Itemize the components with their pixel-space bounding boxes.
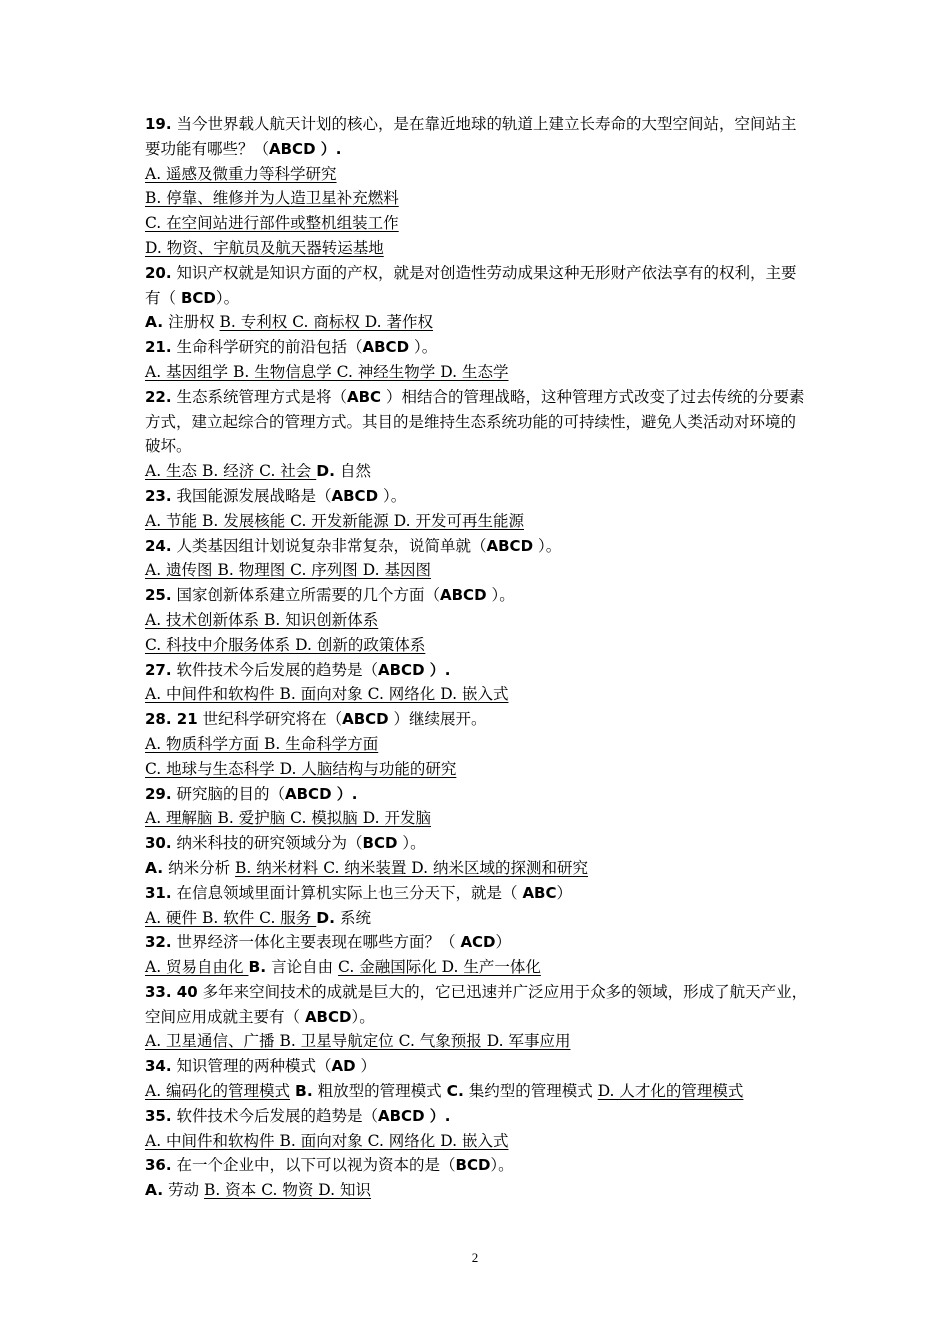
question-stem: 当今世界载人航天计划的核心，是在靠近地球的轨道上建立长寿命的大型空间站，空间站主要功能有哪些？（ (145, 115, 797, 158)
question (145, 707, 810, 732)
underlined-options: D. 物资、宇航员及航天器转运基地 (145, 238, 384, 257)
option-line (145, 732, 810, 757)
underlined-options: B. 资本 C. 物资 D. 知识 (204, 1181, 372, 1200)
question-stem: 生命科学研究的前沿包括（ (171, 338, 363, 357)
option-text: 注册权 (163, 313, 220, 332)
question (145, 1104, 810, 1129)
option-line (145, 1079, 810, 1104)
option-line (145, 360, 810, 385)
question (145, 534, 810, 559)
question-end: ）。 (397, 834, 426, 853)
question-end: ） (355, 1057, 377, 1076)
question-end: ） (556, 883, 573, 902)
answer-key: ABCD (285, 784, 332, 803)
underlined-options: A. 基因组学 B. 生物信息学 C. 神经生物学 D. 生态学 (145, 362, 509, 381)
answer-key: AD (331, 1057, 356, 1076)
option-line (145, 186, 810, 211)
answer-key: ABCD (440, 586, 487, 605)
answer-key: ABCD (486, 536, 534, 555)
underlined-options: A. 遥感及微重力等科学研究 (145, 164, 337, 183)
question-end: ）。 (486, 586, 515, 605)
option-line (145, 633, 810, 658)
answer-key: ABC (347, 387, 382, 406)
question-end: ）。 (351, 1007, 375, 1026)
underlined-options: A. 编码化的管理模式 (145, 1082, 291, 1101)
option-text: 言论自由 (266, 958, 339, 977)
underlined-options: A. 卫星通信、广播 B. 卫星导航定位 C. 气象预报 D. 军事应用 (145, 1032, 571, 1051)
answer-key: ABCD (378, 1106, 425, 1125)
option-line (145, 211, 810, 236)
question-stem: 生态系统管理方式是将（ (171, 387, 348, 406)
question-number: 24. (145, 536, 172, 555)
question-number: 19. (145, 115, 172, 133)
question-stem: 世界经济一体化主要表现在哪些方面？（ (171, 933, 461, 952)
question-stem: 在信息领域里面计算机实际上也三分天下，就是（ (171, 883, 523, 902)
underlined-options: A. 物质科学方面 B. 生命科学方面 (145, 734, 379, 753)
option-letter: C. (446, 1082, 464, 1101)
option-line (145, 608, 810, 633)
option-line (145, 906, 810, 931)
question-number: 31. (145, 883, 172, 902)
option-text: 系统 (335, 908, 371, 927)
underlined-options: C. 在空间站进行部件或整机组装工作 (145, 214, 399, 233)
option-text: 自然 (335, 462, 371, 481)
question-end: ）继续展开。 (388, 710, 487, 729)
question-end: ） (495, 933, 512, 952)
option-line (145, 162, 810, 187)
underlined-options: A. 中间件和软构件 B. 面向对象 C. 网络化 D. 嵌入式 (145, 1131, 509, 1150)
question (145, 261, 810, 311)
question-stem: 我国能源发展战略是（ (171, 486, 332, 505)
question-end: ）. (424, 1106, 451, 1125)
underlined-options: B. 停靠、维修并为人造卫星补充燃料 (145, 189, 399, 208)
question-number: 33. 40 (145, 982, 198, 1001)
question-number: 32. (145, 933, 172, 952)
underlined-options: A. 贸易自由化 (145, 958, 249, 977)
question-end: ）。 (378, 486, 407, 505)
underlined-options: C. 金融国际化 D. 生产一体化 (338, 958, 541, 977)
underlined-options: A. 硬件 B. 软件 C. 服务 (145, 908, 317, 927)
option-line (145, 757, 810, 782)
question-stem: 知识产权就是知识方面的产权，就是对创造性劳动成果这种无形财产依法享有的权利，主要有（ (145, 263, 797, 307)
underlined-options: C. 地球与生态科学 D. 人脑结构与功能的研究 (145, 759, 457, 778)
question-number: 22. (145, 387, 172, 406)
option-line (145, 856, 810, 881)
option-text: 劳动 (163, 1181, 205, 1200)
document-body (145, 112, 810, 1203)
question-end: ）. (331, 784, 358, 803)
underlined-options: D. 人才化的管理模式 (597, 1082, 744, 1101)
option-letter: A. (145, 313, 164, 332)
option-text: 集约型的管理模式 (463, 1082, 598, 1101)
question (145, 831, 810, 856)
question (145, 112, 810, 162)
underlined-options: B. 纳米材料 C. 纳米装置 D. 纳米区域的探测和研究 (235, 858, 589, 877)
option-letter: B. (295, 1082, 313, 1101)
question (145, 583, 810, 608)
question-stem: 在一个企业中，以下可以视为资本的是（ (171, 1156, 456, 1175)
question-end: ）. (315, 139, 342, 158)
question-stem: 世纪科学研究将在（ (197, 710, 343, 729)
question (145, 335, 810, 360)
underlined-options: A. 中间件和软构件 B. 面向对象 C. 网络化 D. 嵌入式 (145, 685, 509, 704)
question-number: 34. (145, 1057, 172, 1076)
option-letter: D. (316, 908, 336, 927)
option-line (145, 310, 810, 335)
answer-key: ACD (460, 933, 496, 952)
question-stem: 纳米科技的研究领域分为（ (171, 834, 363, 853)
option-line (145, 1129, 810, 1154)
option-line (145, 459, 810, 484)
question-number: 29. (145, 784, 172, 803)
option-line (145, 955, 810, 980)
question-stem: 软件技术今后发展的趋势是（ (171, 1106, 379, 1125)
option-letter: A. (145, 1181, 164, 1200)
option-letter: A. (145, 858, 164, 877)
question-number: 20. (145, 263, 172, 282)
underlined-options: C. 科技中介服务体系 D. 创新的政策体系 (145, 635, 426, 654)
question (145, 782, 810, 807)
question-number: 35. (145, 1106, 172, 1125)
question-number: 23. (145, 486, 172, 505)
question-end: ）。 (409, 338, 438, 357)
question-end: ）。 (490, 1156, 514, 1175)
answer-key: ABCD (269, 139, 316, 158)
option-letter: D. (316, 462, 336, 481)
answer-key: ABCD (378, 660, 425, 679)
question-end: ）。 (215, 288, 240, 307)
option-line (145, 509, 810, 534)
question-stem: 人类基因组计划说复杂非常复杂，说简单就（ (171, 536, 487, 555)
question-stem: 多年来空间技术的成就是巨大的，它已迅速并广泛应用于众多的领域，形成了航天产业，空间应用成就主要有（ (145, 982, 808, 1026)
answer-key: ABCD (304, 1007, 352, 1026)
question (145, 1054, 810, 1079)
answer-key: ABCD (362, 338, 410, 357)
answer-key: ABCD (331, 486, 379, 505)
underlined-options: A. 生态 B. 经济 C. 社会 (145, 462, 317, 481)
answer-key: ABCD (342, 710, 389, 729)
option-line (145, 558, 810, 583)
question (145, 385, 810, 459)
underlined-options: A. 节能 B. 发展核能 C. 开发新能源 D. 开发可再生能源 (145, 511, 524, 530)
question (145, 484, 810, 509)
question-stem: 知识管理的两种模式（ (171, 1057, 332, 1076)
question-number: 30. (145, 834, 172, 853)
underlined-options: B. 专利权 C. 商标权 D. 著作权 (219, 313, 434, 332)
question-stem: 软件技术今后发展的趋势是（ (171, 660, 379, 679)
option-letter: B. (248, 958, 267, 977)
answer-key: BCD (180, 288, 216, 307)
question-end: ）相结合的管理战略，这种管理方式改变了过去传统的分要素方式，建立起综合的管理方式。其目的是维持生态系统功能的可持续性，避免人类活动对环境的破坏。 (145, 387, 805, 456)
option-text: 纳米分析 (163, 858, 236, 877)
question-end: ）。 (533, 536, 562, 555)
question-number: 28. 21 (145, 710, 198, 729)
option-line (145, 1029, 810, 1054)
question (145, 1153, 810, 1178)
underlined-options: A. 遗传图 B. 物理图 C. 序列图 D. 基因图 (145, 561, 431, 580)
answer-key: BCD (362, 834, 398, 853)
question-end: ）. (424, 660, 451, 679)
question-number: 27. (145, 660, 172, 679)
underlined-options: A. 技术创新体系 B. 知识创新体系 (145, 610, 379, 629)
question-number: 21. (145, 338, 172, 357)
answer-key: ABC (522, 883, 557, 902)
option-line (145, 236, 810, 261)
question (145, 658, 810, 683)
question-stem: 国家创新体系建立所需要的几个方面（ (171, 586, 441, 605)
question (145, 881, 810, 906)
underlined-options: A. 理解脑 B. 爱护脑 C. 模拟脑 D. 开发脑 (145, 809, 431, 828)
question-number: 25. (145, 586, 172, 605)
option-line (145, 682, 810, 707)
question (145, 980, 810, 1030)
option-line (145, 1178, 810, 1203)
question-number: 36. (145, 1156, 172, 1175)
question-stem: 研究脑的目的（ (171, 784, 286, 803)
question (145, 930, 810, 955)
page-number: 2 (471, 1250, 479, 1265)
answer-key: BCD (455, 1156, 491, 1175)
option-text: 粗放型的管理模式 (312, 1082, 447, 1101)
option-line (145, 806, 810, 831)
